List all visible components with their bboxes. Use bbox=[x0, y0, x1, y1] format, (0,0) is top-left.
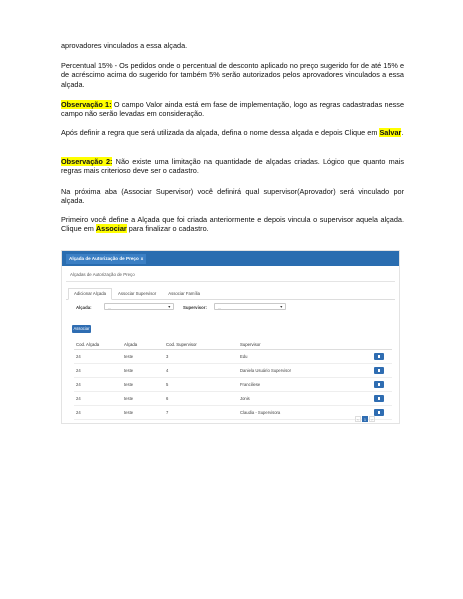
paragraph-salvar bbox=[61, 128, 404, 137]
paragraph-text-end: para finalizar o cadastro. bbox=[126, 224, 209, 234]
table-row bbox=[74, 406, 392, 420]
delete-icon[interactable] bbox=[374, 367, 384, 374]
observacao-1-text: O campo Valor ainda está em fase de implementação, logo as regras cadastradas nesse campo não serão levadas em consideração. bbox=[61, 100, 405, 119]
window-tab[interactable] bbox=[66, 254, 146, 264]
paragraph-text: aprovadores vinculados a essa alçada. bbox=[61, 41, 188, 50]
cell-actions bbox=[368, 392, 392, 406]
tab-adicionar-alcada[interactable]: Adicionar Alçada bbox=[68, 288, 112, 300]
pager-prev[interactable]: ‹ bbox=[355, 416, 361, 422]
cell-alcada: teste bbox=[122, 392, 164, 406]
associar-keyword: Associar bbox=[95, 224, 127, 234]
screenshot-body bbox=[66, 269, 395, 423]
cell-supervisor: Franciliese bbox=[238, 378, 368, 392]
table-row bbox=[74, 364, 392, 378]
cell-supervisor: Edu bbox=[238, 350, 368, 364]
paragraph-text: Primeiro você define a Alçada que foi criada anteriormente e depois vincula o supervisor aquela alçada. Clique em bbox=[61, 215, 404, 234]
window-tab-bar bbox=[62, 251, 399, 266]
paragraph-text: Percentual 15% - Os pedidos onde o percentual de desconto aplicado no preço sugerido for de até 15% e de acréscimo acima do sugerido for também 5% serão autorizados pelos aprovadores vinculados a essa alçada. bbox=[61, 61, 404, 89]
cell-cod-alcada: 24 bbox=[74, 350, 122, 364]
cell-cod-supervisor: 7 bbox=[164, 406, 238, 420]
pagination bbox=[355, 416, 375, 422]
supervisor-select-value: ... bbox=[218, 305, 222, 310]
alcada-select[interactable] bbox=[104, 303, 174, 310]
observacao-2-text: Não existe uma limitação na quantidade de alçadas criadas. Lógico que quanto mais regras mais criterioso deve ser o cadastro. bbox=[61, 157, 405, 176]
cell-alcada: teste bbox=[122, 406, 164, 420]
delete-icon[interactable] bbox=[374, 381, 384, 388]
paragraph-1 bbox=[61, 41, 404, 50]
cell-cod-alcada: 24 bbox=[74, 392, 122, 406]
table-row bbox=[74, 378, 392, 392]
cell-cod-supervisor: 3 bbox=[164, 350, 238, 364]
supervisor-select[interactable] bbox=[214, 303, 286, 310]
cell-alcada: teste bbox=[122, 364, 164, 378]
chevron-down-icon: ▼ bbox=[167, 305, 171, 309]
cell-actions bbox=[368, 364, 392, 378]
alcada-label: Alçada: bbox=[76, 305, 92, 310]
paragraph-text: Após definir a regra que será utilizada da alçada, defina o nome dessa alçada e depois Clique em bbox=[61, 128, 380, 137]
screen-subtitle: Alçadas de Autorização de Preço bbox=[66, 269, 395, 282]
cell-supervisor: Claudia - Supervisora bbox=[238, 406, 368, 420]
observacao-2-label: Observação 2: bbox=[61, 157, 113, 166]
cell-cod-supervisor: 4 bbox=[164, 364, 238, 378]
supervisor-label: Supervisor: bbox=[183, 305, 207, 310]
window-tab-title: Alçada de Autorização de Preço bbox=[69, 256, 139, 261]
associar-button[interactable]: Associar bbox=[73, 326, 90, 331]
supervisor-table bbox=[74, 341, 392, 420]
cell-cod-supervisor: 6 bbox=[164, 392, 238, 406]
delete-icon[interactable] bbox=[374, 395, 384, 402]
tab-associar-supervisor[interactable]: Associar Supervisor bbox=[118, 291, 157, 296]
delete-icon[interactable] bbox=[374, 409, 384, 416]
pager-page-1[interactable]: 1 bbox=[362, 416, 368, 422]
salvar-keyword: Salvar bbox=[379, 128, 402, 137]
paragraph-2 bbox=[61, 61, 404, 89]
column-header: Cod. Supervisor bbox=[164, 341, 238, 350]
column-header: Alçada bbox=[122, 341, 164, 350]
screen-tabs bbox=[66, 288, 395, 300]
column-header: Supervisor bbox=[238, 341, 368, 350]
paragraph-observacao-1 bbox=[61, 100, 404, 119]
paragraph-text-end: . bbox=[401, 128, 404, 137]
cell-actions bbox=[368, 350, 392, 364]
close-icon[interactable]: x bbox=[140, 256, 144, 261]
alcada-select-value: ... bbox=[108, 305, 112, 310]
column-header: Cod. Alçada bbox=[74, 341, 122, 350]
cell-cod-supervisor: 5 bbox=[164, 378, 238, 392]
cell-supervisor: Daniela Usuário Supervisor bbox=[238, 364, 368, 378]
table-row bbox=[74, 392, 392, 406]
paragraph-associar bbox=[61, 215, 404, 234]
paragraph-proxima-aba bbox=[61, 187, 404, 206]
cell-supervisor: Jonis bbox=[238, 392, 368, 406]
column-header-actions bbox=[368, 341, 392, 350]
paragraph-text: Na próxima aba (Associar Supervisor) você definirá qual supervisor(Aprovador) será vinculado por alçada. bbox=[61, 187, 404, 206]
associar-form bbox=[66, 303, 395, 315]
cell-cod-alcada: 24 bbox=[74, 364, 122, 378]
cell-alcada: teste bbox=[122, 378, 164, 392]
observacao-1-label: Observação 1: bbox=[61, 100, 112, 109]
cell-cod-alcada: 24 bbox=[74, 378, 122, 392]
tab-associar-familia[interactable]: Associar Família bbox=[168, 291, 200, 296]
cell-actions bbox=[368, 378, 392, 392]
cell-cod-alcada: 24 bbox=[74, 406, 122, 420]
paragraph-observacao-2 bbox=[61, 157, 404, 176]
pager-next[interactable]: › bbox=[369, 416, 375, 422]
cell-alcada: teste bbox=[122, 350, 164, 364]
embedded-screenshot bbox=[61, 250, 400, 424]
delete-icon[interactable] bbox=[374, 353, 384, 360]
table-header-row bbox=[74, 341, 392, 350]
table-row bbox=[74, 350, 392, 364]
chevron-down-icon: ▼ bbox=[279, 305, 283, 309]
